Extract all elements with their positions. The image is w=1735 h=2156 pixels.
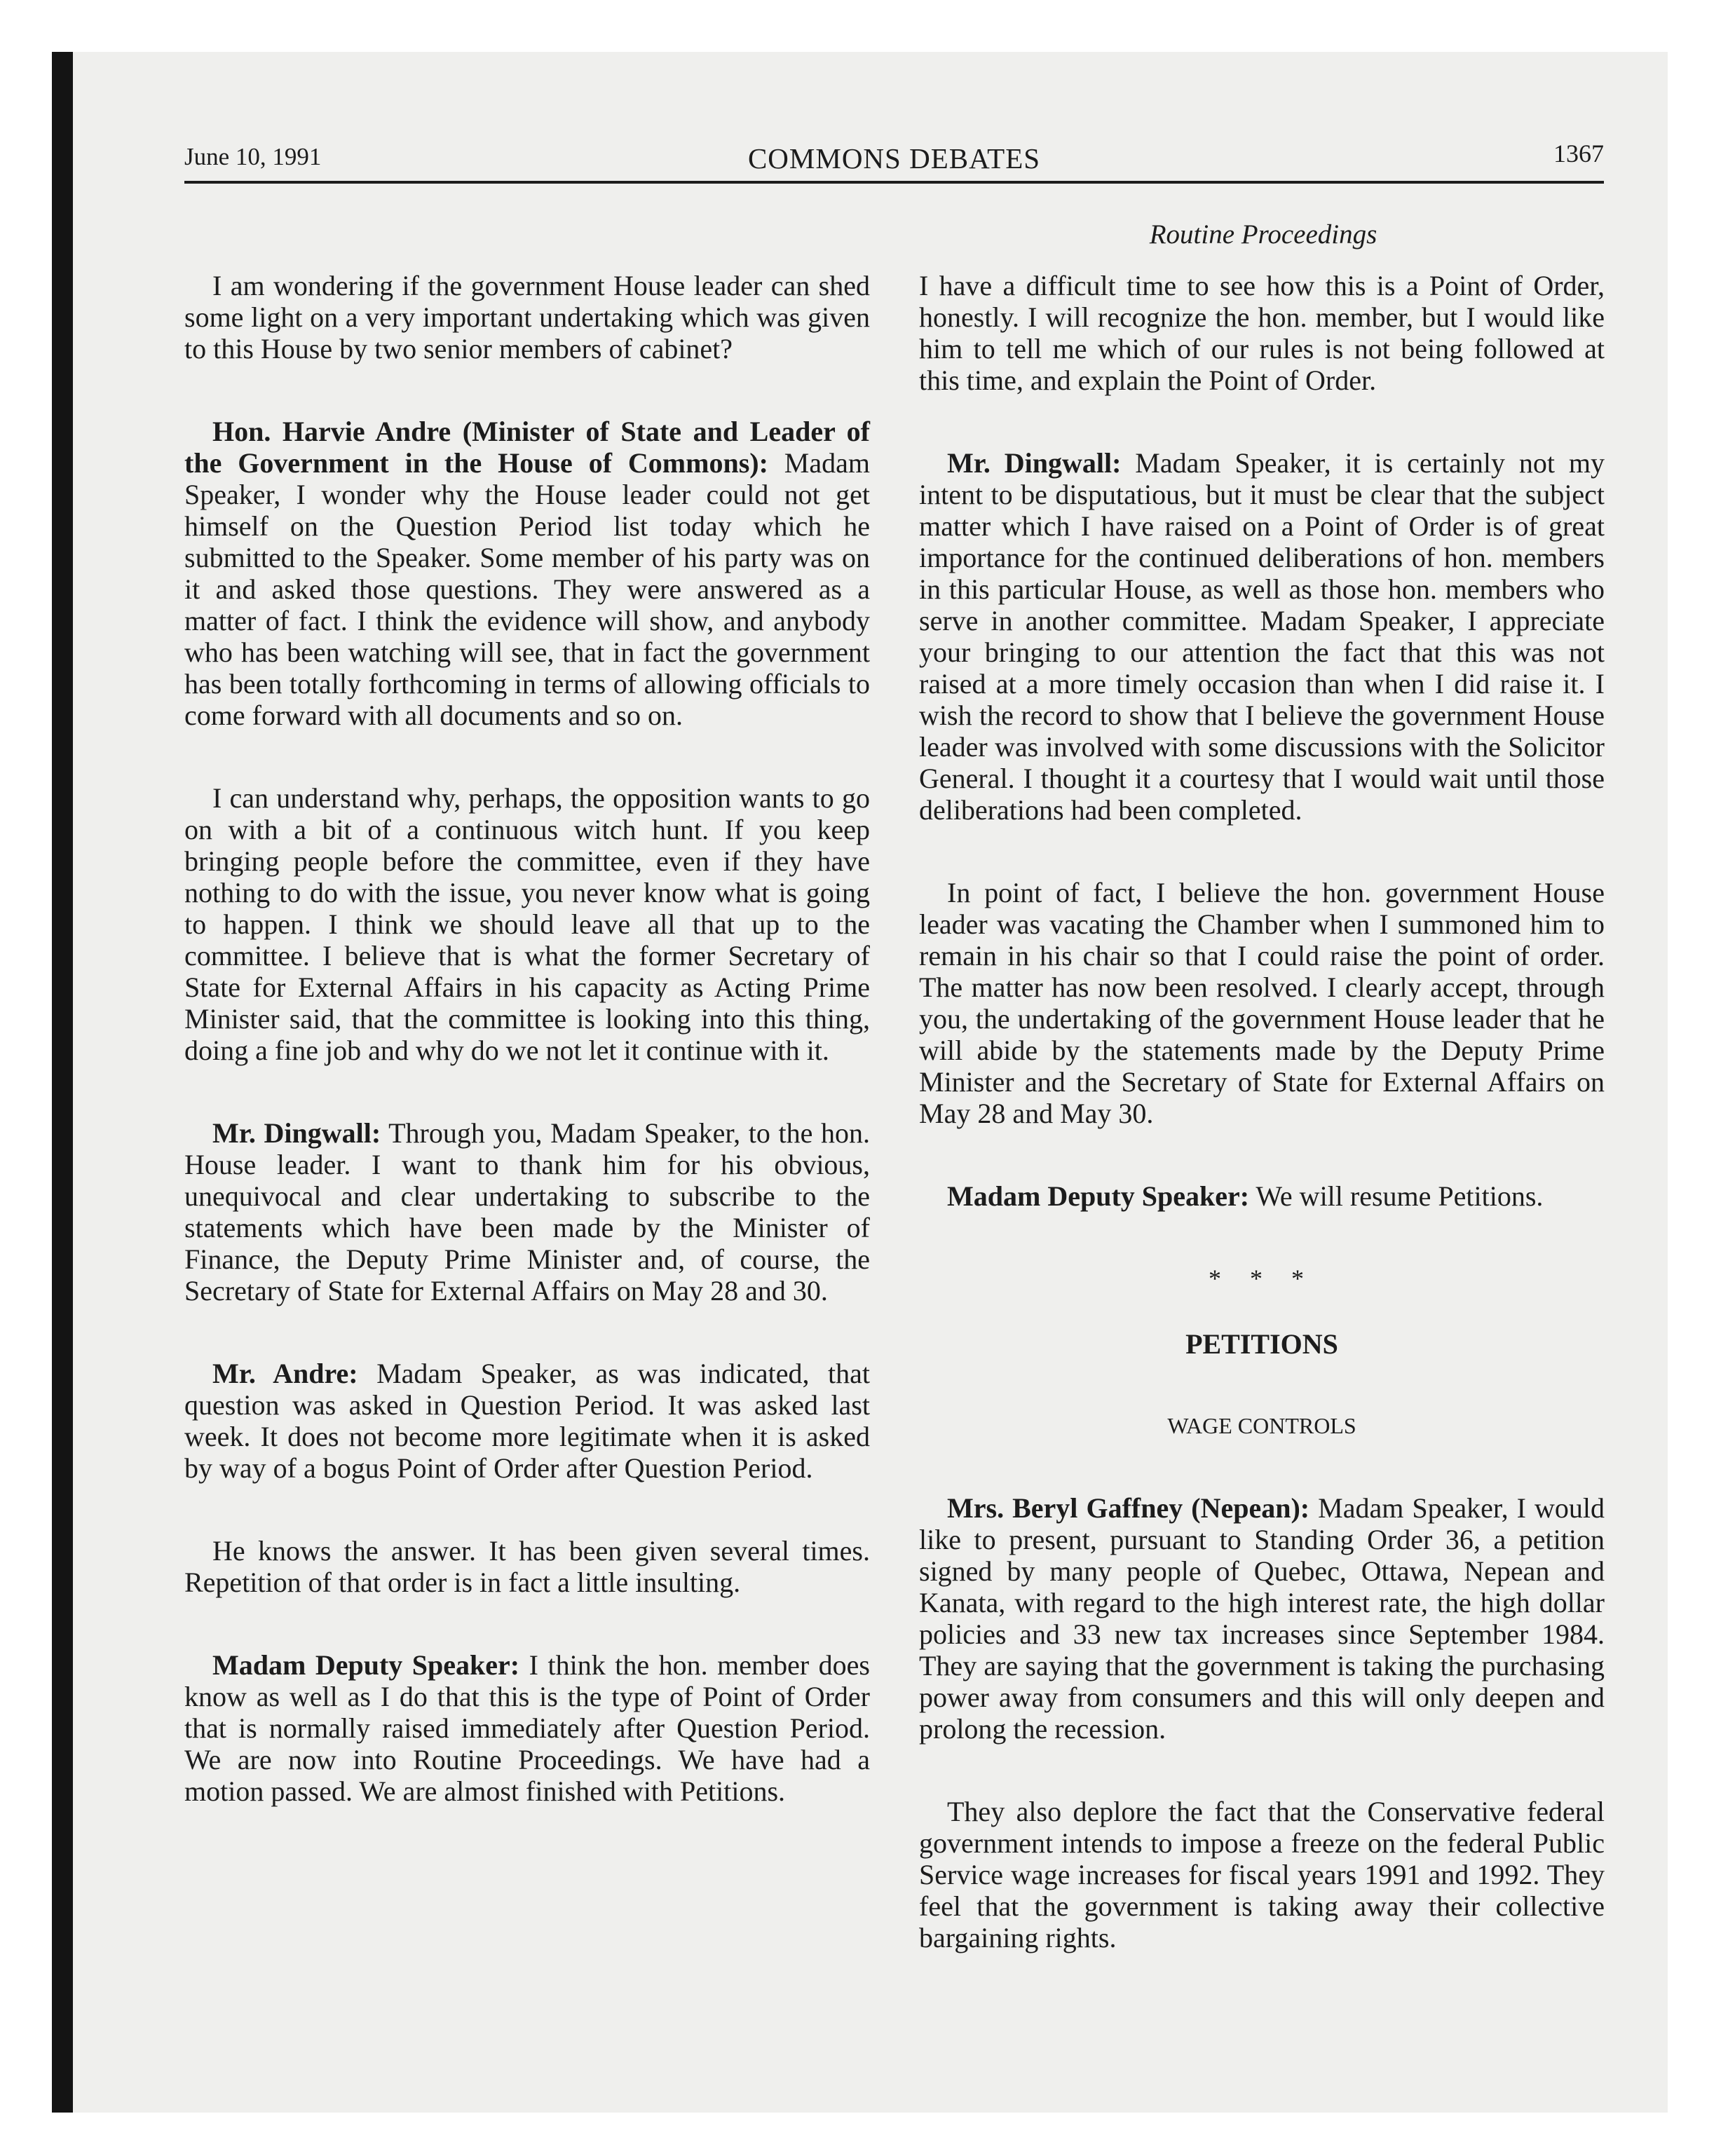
- speech-paragraph: [919, 1492, 1605, 1745]
- speech-text: We will resume Petitions.: [1249, 1180, 1544, 1212]
- binding-edge: [52, 52, 73, 2113]
- speech-paragraph: [919, 1180, 1605, 1212]
- section-heading: PETITIONS: [1185, 1328, 1338, 1360]
- paragraph: They also deplore the fact that the Conservative federal government intends to impose a freeze on the federal Public Service wage increases for fiscal years 1991 and 1992. They feel that the government is taking away their collective bargaining rights.: [919, 1796, 1605, 1953]
- header-title: COMMONS DEBATES: [747, 142, 1041, 175]
- paragraph: I am wondering if the government House leader can shed some light on a very important undertaking which was given to this House by two senior members of cabinet?: [184, 270, 870, 364]
- section-separator: * * *: [1209, 1264, 1315, 1292]
- speaker-name: Mr. Dingwall:: [212, 1117, 381, 1149]
- paragraph: In point of fact, I believe the hon. government House leader was vacating the Chamber when I summoned him to remain in his chair so that I could raise the point of order. The matter has now been resolved. I clearly accept, through you, the undertaking of the government House leader that he will abide by the statements made by the Deputy Prime Minister and the Secretary of State for External Affairs on May 28 and May 30.: [919, 877, 1605, 1129]
- right-column: [919, 270, 1605, 2005]
- paragraph: I can understand why, perhaps, the opposition wants to go on with a bit of a continuous witch hunt. If you keep bringing people before the committee, even if they have nothing to do with the issue, you never know what is going to happen. I think we should leave all that up to the committee. I believe that is what the former Secretary of State for External Affairs in his capacity as Acting Prime Minister said, that the committee is looking into this thing, doing a fine job and why do we not let it continue with it.: [184, 782, 870, 1066]
- speaker-name: Mr. Dingwall:: [947, 447, 1122, 479]
- speaker-name: Mr. Andre:: [212, 1358, 358, 1389]
- subsection-heading: WAGE CONTROLS: [1167, 1413, 1356, 1438]
- speech-text: Madam Speaker, as was indicated, that question was asked in Question Period. It was asked last week. It does not become more legitimate when it is asked by way of a bogus Point of Order after Question Period.: [184, 1358, 870, 1484]
- speech-paragraph: [184, 1358, 870, 1484]
- speaker-name: Madam Deputy Speaker:: [947, 1180, 1250, 1212]
- paragraph: He knows the answer. It has been given several times. Repetition of that order is in fact a little insulting.: [184, 1535, 870, 1598]
- speech-paragraph: [919, 447, 1605, 826]
- speech-text: I think the hon. member does know as well as I do that this is the type of Point of Order that is normally raised immediately after Question Period. We are now into Routine Proceedings. We have had a motion passed. We are almost finished with Petitions.: [184, 1649, 870, 1807]
- speaker-name: Mrs. Beryl Gaffney (Nepean):: [947, 1492, 1310, 1524]
- speech-text: Madam Speaker, I wonder why the House leader could not get himself on the Question Period list today which he submitted to the Speaker. Some member of his party was on it and asked those questions. They were answered as a matter of fact. I think the evidence will show, and anybody who has been watching will see, that in fact the government has been totally forthcoming in terms of allowing officials to come forward with all documents and so on.: [184, 447, 870, 731]
- paragraph: I have a difficult time to see how this is a Point of Order, honestly. I will recognize the hon. member, but I would like him to tell me which of our rules is not being followed at this time, and explain the Point of Order.: [919, 270, 1605, 396]
- speech-text: Madam Speaker, I would like to present, pursuant to Standing Order 36, a petition signed by many people of Quebec, Ottawa, Nepean and Kanata, with regard to the high interest rate, the high dollar policies and 33 new tax increases since September 1984. They are saying that the government is taking the purchasing power away from consumers and this will only deepen and prolong the recession.: [919, 1492, 1605, 1745]
- speaker-name: Hon. Harvie Andre (Minister of State and Leader of the Government in the House of Commons):: [184, 416, 870, 479]
- speech-paragraph: [184, 1117, 870, 1306]
- speech-text: Madam Speaker, it is certainly not my intent to be disputatious, but it must be clear that the subject matter which I have raised on a Point of Order is of great importance for the continued deliberations of hon. members in this particular House, as well as those hon. members who serve in another committee. Madam Speaker, I appreciate your bringing to our attention the fact that this was not raised at a more timely occasion than when I did raise it. I wish the record to show that I believe the government House leader was involved with some discussions with the Solicitor General. I thought it a courtesy that I would wait until those deliberations had been completed.: [919, 447, 1605, 826]
- section-title: Routine Proceedings: [1149, 219, 1377, 250]
- speech-paragraph: [184, 1649, 870, 1807]
- left-column: [184, 270, 870, 1858]
- page-number: 1367: [1553, 139, 1604, 168]
- speech-text: Through you, Madam Speaker, to the hon. House leader. I want to thank him for his obvious, unequivocal and clear undertaking to subscribe to the statements which have been made by the Minister of Finance, the Deputy Prime Minister and, of course, the Secretary of State for External Affairs on May 28 and 30.: [184, 1117, 870, 1306]
- header-date: June 10, 1991: [184, 143, 322, 170]
- speech-paragraph: [184, 416, 870, 731]
- page-header: [184, 137, 1604, 184]
- speaker-name: Madam Deputy Speaker:: [212, 1649, 520, 1681]
